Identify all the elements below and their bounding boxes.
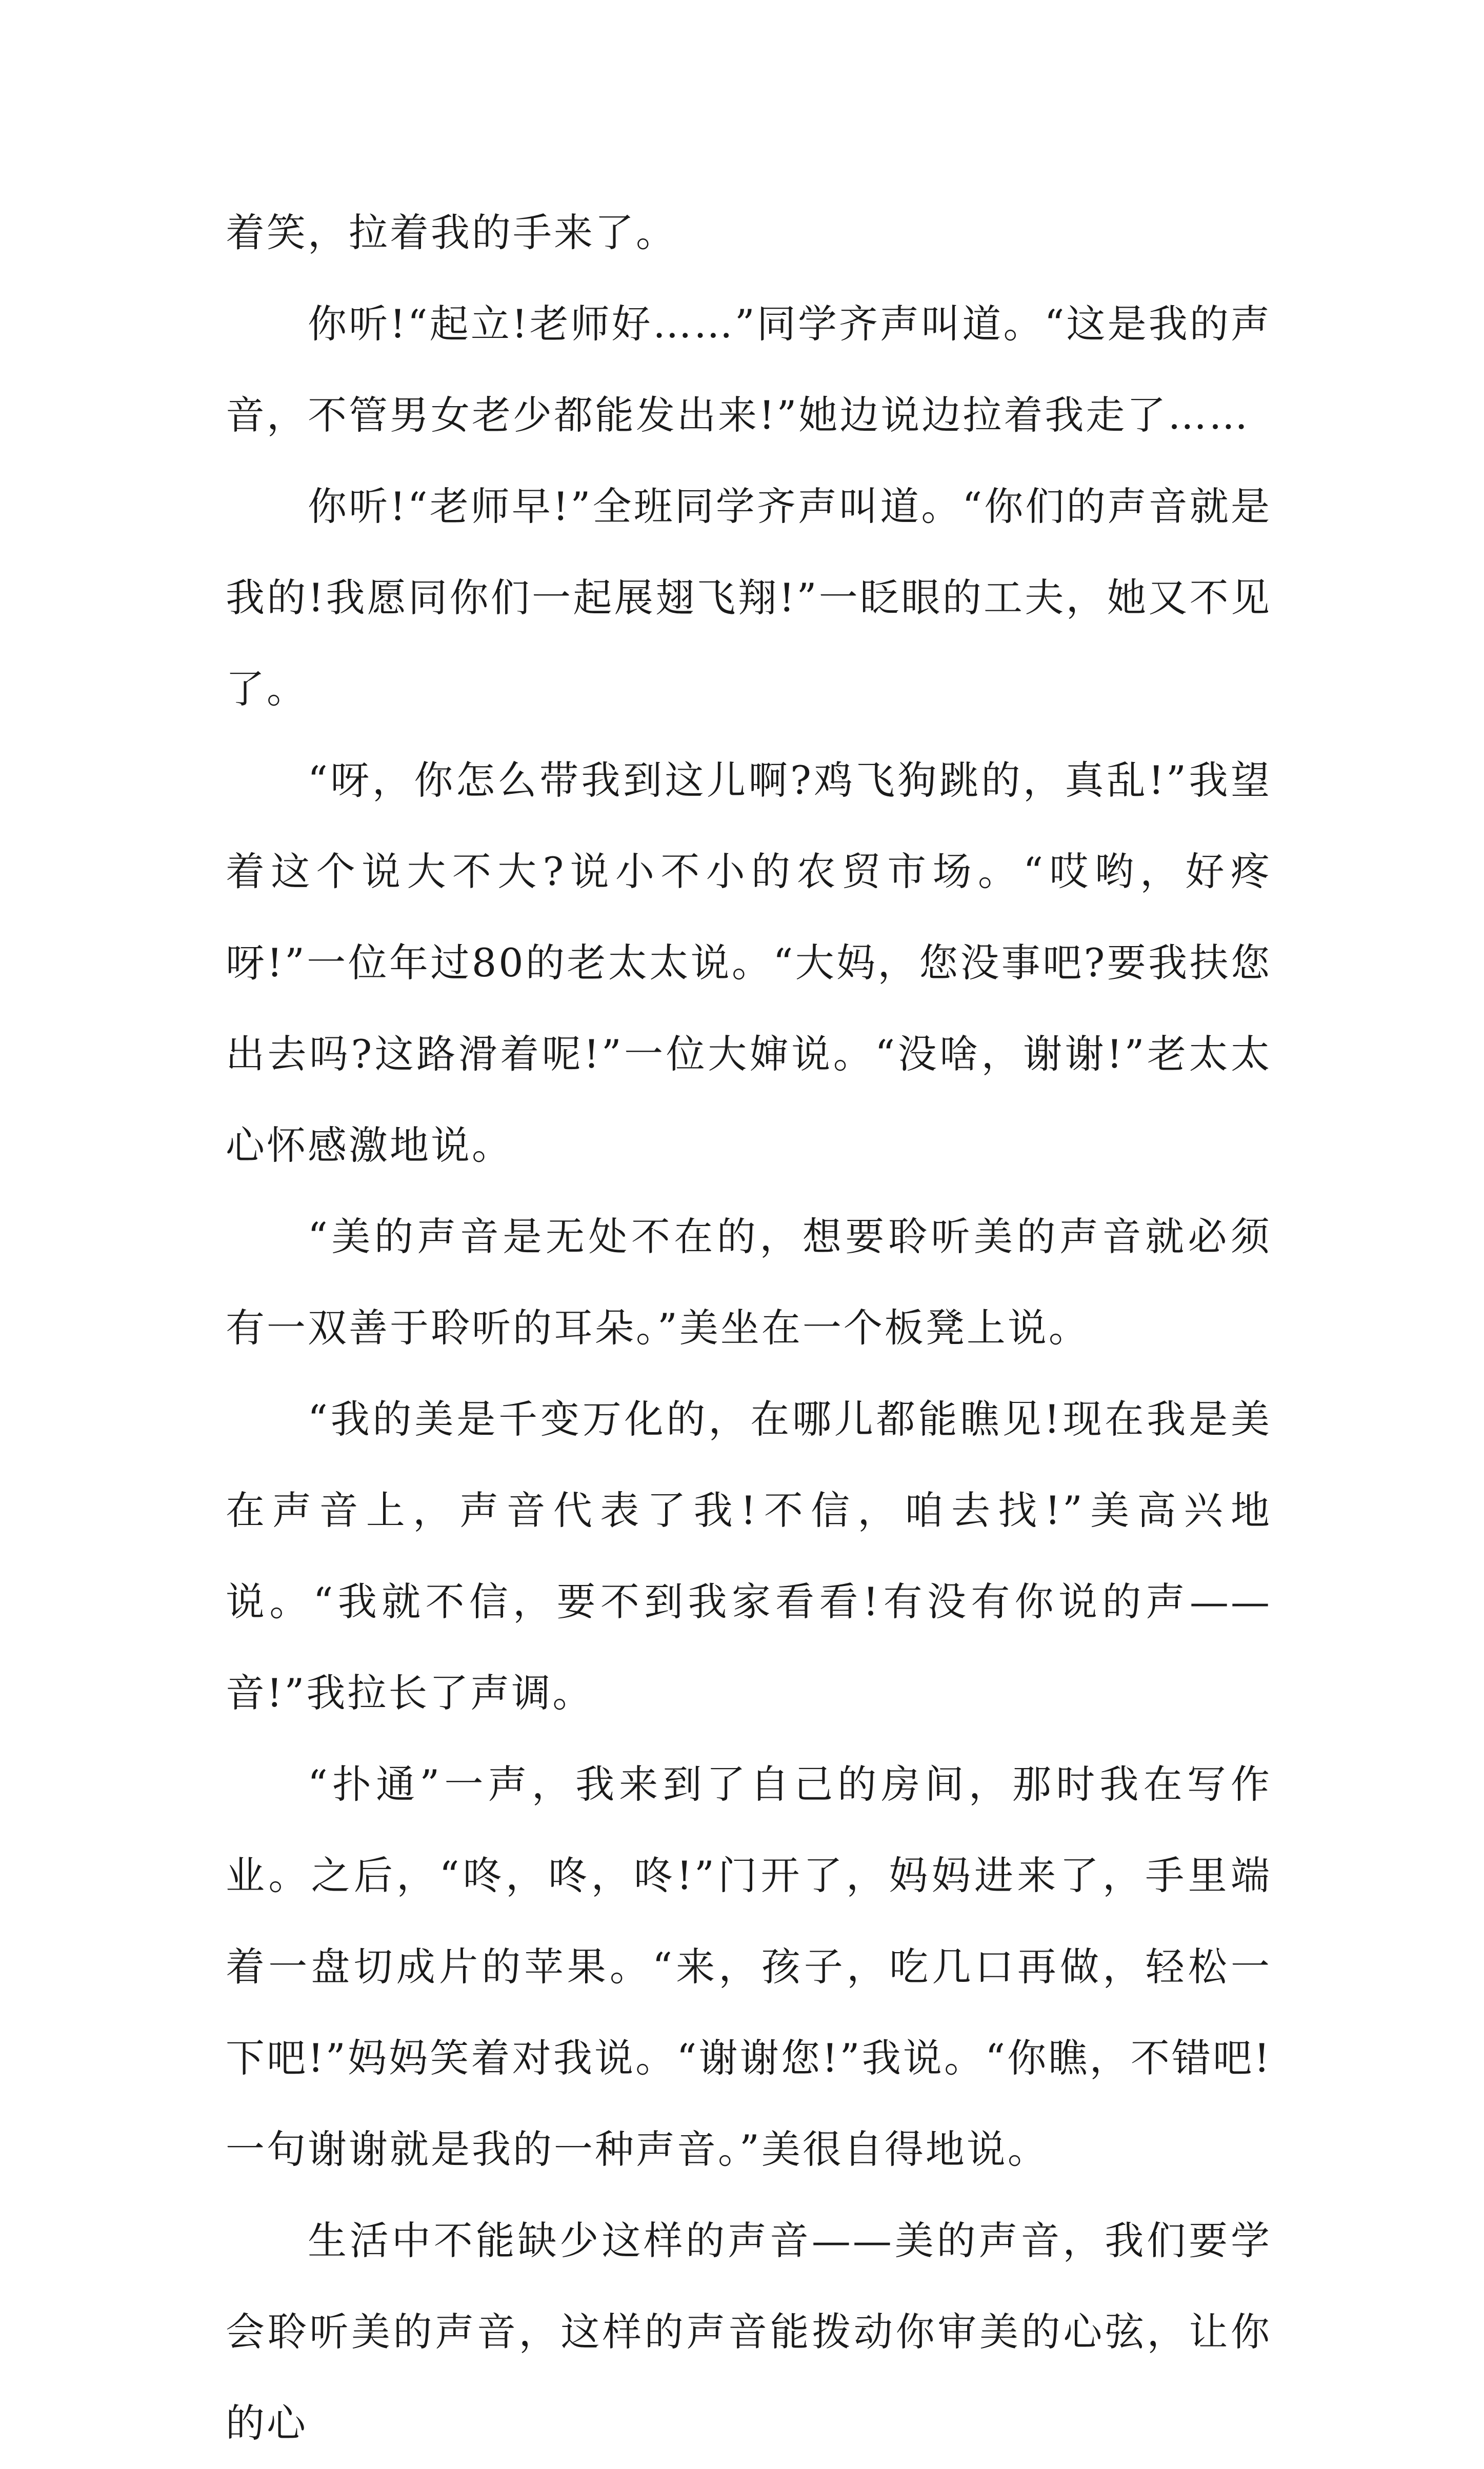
paragraph-7: “扑通”一声，我来到了自己的房间，那时我在写作业。之后，“咚，咚，咚!”门开了，妈妈进来了，手里端着一盘切成片的苹果。“来，孩子，吃几口再做，轻松一下吧!”妈妈笑着对我说。“谢谢您!”我说。“你瞧，不错吧!一句谢谢就是我的一种声音。”美很自得地说。 bbox=[226, 1761, 1272, 2172]
paragraph-1: 着笑，拉着我的手来了。 bbox=[226, 210, 677, 255]
document-body bbox=[226, 187, 1272, 2469]
paragraph-2: 你听!“起立!老师好……”同学齐声叫道。“这是我的声音，不管男女老少都能发出来!”她边说边拉着我走了…… bbox=[226, 301, 1272, 438]
paragraph-4: “呀，你怎么带我到这儿啊?鸡飞狗跳的，真乱!”我望着这个说大不大?说小不小的农贸市场。“哎哟，好疼呀!”一位年过80的老太太说。“大妈，您没事吧?要我扶您出去吗?这路滑着呢!”一位大婶说。“没啥，谢谢!”老太太心怀感激地说。 bbox=[226, 757, 1272, 1168]
paragraph-3: 你听!“老师早!”全班同学齐声叫道。“你们的声音就是我的!我愿同你们一起展翅飞翔!”一眨眼的工夫，她又不见了。 bbox=[226, 484, 1272, 712]
paragraph-8: 生活中不能缺少这样的声音——美的声音，我们要学会聆听美的声音，这样的声音能拨动你审美的心弦，让你的心 bbox=[226, 2218, 1272, 2446]
paragraph-6: “我的美是千变万化的，在哪儿都能瞧见!现在我是美在声音上，声音代表了我!不信，咱去找!”美高兴地说。“我就不信，要不到我家看看!有没有你说的声——音!”我拉长了声调。 bbox=[226, 1396, 1272, 1716]
paragraph-5: “美的声音是无处不在的，想要聆听美的声音就必须有一双善于聆听的耳朵。”美坐在一个板凳上说。 bbox=[226, 1214, 1272, 1351]
